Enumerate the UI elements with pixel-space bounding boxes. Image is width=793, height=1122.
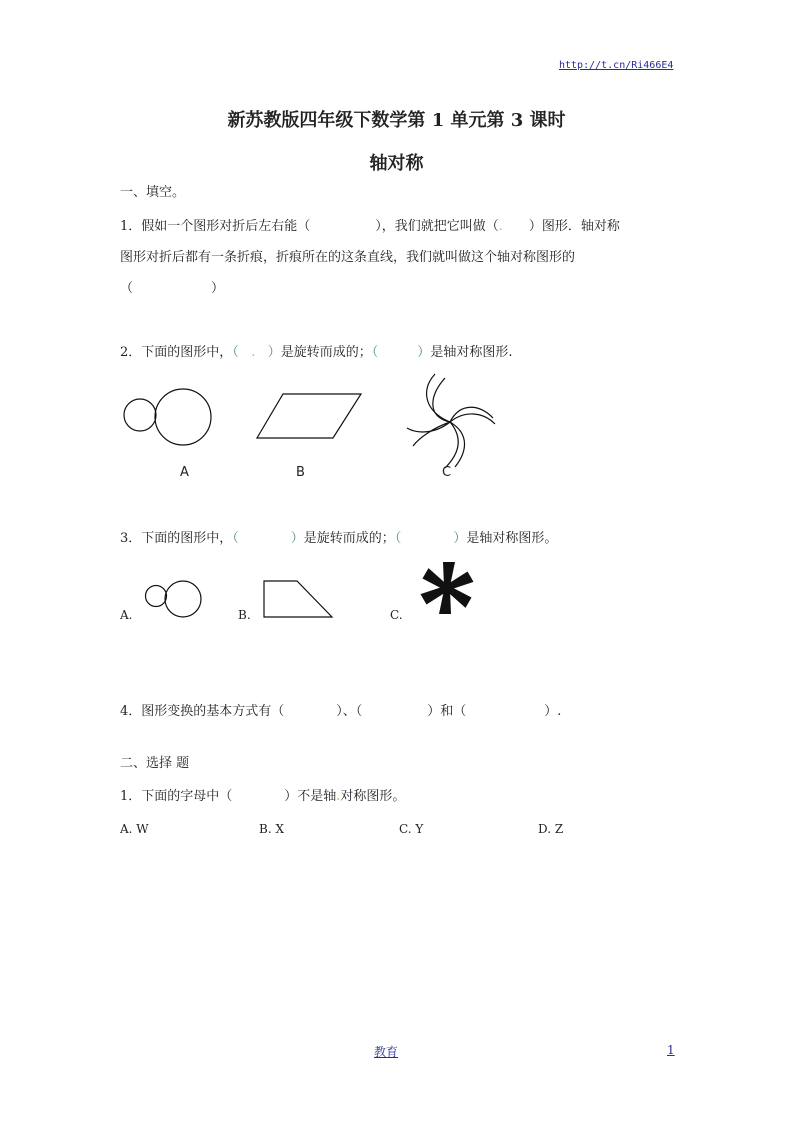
q1-line1 <box>120 215 620 234</box>
q2-label-b: B <box>296 465 305 480</box>
page-number: 1 <box>667 1043 675 1057</box>
q3-text-b: 是旋转而成的； <box>303 531 395 546</box>
q2-text-a: 2．下面的图形中 <box>120 345 220 360</box>
q3-paren1: （ ） <box>232 531 304 546</box>
section2-heading: 二、选择 题 <box>120 756 190 771</box>
q1-text-b: ）图形．轴对称 <box>502 219 620 234</box>
q3-label-a: A. <box>120 608 133 622</box>
s2-q1-option-b: B. X <box>259 822 284 836</box>
q2-label-c: C <box>442 465 452 480</box>
q2-label-a: A <box>180 465 189 480</box>
s2-q1-text-b: 对称图形。 <box>340 789 406 804</box>
q3-paren2: （ ） <box>394 531 467 546</box>
s2-q1-option-a: A. W <box>120 822 149 836</box>
q2-paren2: （ ） <box>371 345 431 360</box>
q2-paren-close: ） <box>267 345 281 360</box>
q2-text-c: 是轴对称图形. <box>430 345 513 360</box>
q2-paren-open: （ <box>232 345 239 360</box>
q3-text-a: 3．下面的图形中， <box>120 531 233 546</box>
q4-line: 4．图形变换的基本方式有（ ）、（ ）和（ ）. <box>120 704 562 719</box>
q3-figure-b-trapezoid <box>262 579 337 621</box>
page-subtitle: 轴对称 <box>369 153 424 174</box>
q2-text-b: 是旋转而成的； <box>280 345 372 360</box>
section1-heading: 一、填空。 <box>120 185 186 200</box>
q1-line2: 图形对折后都有一条折痕，折痕所在的这条直线，我们就叫做这个轴对称图形的 <box>120 250 576 265</box>
s2-q1-option-d: D. Z <box>538 822 564 836</box>
q2-comma: ， <box>219 345 233 360</box>
s2-q1-line <box>120 785 405 804</box>
q2-figure-b-parallelogram <box>255 392 365 442</box>
q1-line3: （ ） <box>120 281 225 296</box>
s2-q1-dot: . <box>336 789 341 804</box>
q3-line <box>120 527 557 546</box>
q2-line <box>120 341 512 360</box>
q3-text-c: 是轴对称图形。 <box>466 531 558 546</box>
footer-link[interactable]: 教育 <box>374 1045 399 1059</box>
q2-dot: . <box>251 345 256 360</box>
header-url-link[interactable]: http://t.cn/Ri466E4 <box>559 60 674 71</box>
q3-label-c: C. <box>390 608 403 622</box>
s2-q1-text-a: 1．下面的字母中（ ）不是轴 <box>120 789 337 804</box>
q1-dot: . <box>498 219 503 234</box>
page-title: 新苏教版四年级下数学第 1 单元第 3 课时 <box>227 110 566 131</box>
q3-figure-a-circles <box>143 580 205 620</box>
q3-label-b: B. <box>238 608 251 622</box>
q2-figure-c-pinwheel <box>405 372 500 472</box>
q3-figure-c-star <box>414 560 480 616</box>
s2-q1-option-c: C. Y <box>399 822 424 836</box>
q1-text-a: 1．假如一个图形对折后左右能（ ），我们就把它叫做（ <box>120 219 499 234</box>
q2-figure-a-circles <box>118 385 218 455</box>
